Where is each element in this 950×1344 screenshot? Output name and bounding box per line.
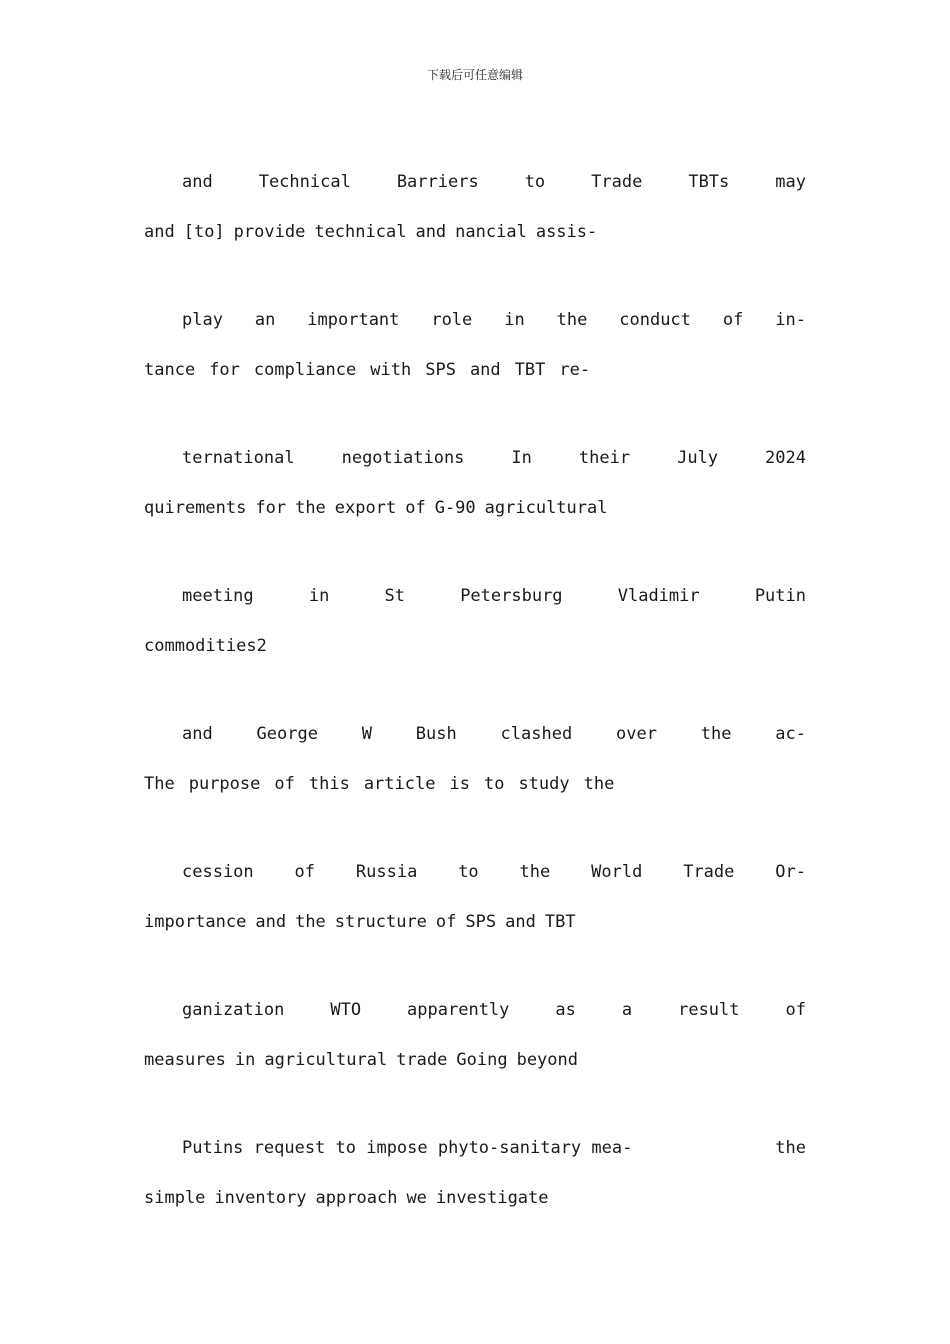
word: the [700,724,732,744]
word: beyond [516,1050,578,1070]
word: In [511,448,532,468]
text-line-indented [182,448,806,468]
word: Trade [683,862,735,882]
word: an [254,310,276,330]
word: purpose [188,774,261,794]
word: ganization [182,1000,285,1020]
word: World [591,862,643,882]
word: Putin [754,586,806,606]
word: assis- [535,222,598,242]
word: Going [456,1050,508,1070]
word: TBT [514,360,546,380]
word: W [361,724,372,744]
word: of [722,310,744,330]
word: July [677,448,719,468]
word: Technical [258,172,351,192]
word: and [182,724,213,744]
word: important [307,310,400,330]
word: Petersburg [460,586,563,606]
word: Bush [415,724,457,744]
word: simple [144,1188,206,1208]
word: their [578,448,631,468]
word: St [384,586,405,606]
word: The [144,774,175,794]
word: 2024 [765,448,806,468]
page-header-note: 下载后可任意编辑 [426,68,523,82]
word: structure [334,912,427,932]
word: the [556,310,588,330]
word: in- [775,310,806,330]
word: and [415,222,447,242]
text-line-indented [182,1138,806,1158]
word: of [785,1000,806,1020]
text-line [144,1188,549,1208]
word: ternational [182,448,295,468]
word: apparently [407,1000,510,1020]
word: and [255,912,287,932]
word: agricultural [484,498,608,518]
word: meeting [182,586,254,606]
text-line [144,912,576,932]
word: the [519,862,551,882]
word: of [435,912,457,932]
text-line-indented [182,862,806,882]
word: re- [559,360,591,380]
word: of [405,498,426,518]
word: may [775,172,806,192]
word: with [370,360,412,380]
word: export [334,498,397,518]
word: technical [314,222,407,242]
text-line [144,360,590,380]
word: conduct [619,310,691,330]
word: to [458,862,479,882]
text-line-indented [182,172,806,192]
line-text: Putins request to impose phyto-sanitary mea- [182,1138,633,1158]
word: [to] [183,222,225,242]
word: this [308,774,350,794]
word: provide [233,222,306,242]
word: Russia [355,862,418,882]
text-line-indented [182,724,806,744]
word: cession [182,862,254,882]
text-line [144,1050,578,1070]
word: tance [144,360,196,380]
word: commodities2 [144,636,267,656]
word: and [144,222,175,242]
word: SPS [425,360,456,380]
text-line-indented [182,310,806,330]
word: for [255,498,287,518]
word: Trade [591,172,643,192]
word: the [295,912,326,932]
word: SPS [465,912,497,932]
word: Barriers [396,172,479,192]
word: play [182,310,223,330]
word: measures [144,1050,226,1070]
word: approach [315,1188,398,1208]
word: George [256,724,318,744]
text-line [144,774,614,794]
word: G-90 [434,498,476,518]
word: quirements [144,498,247,518]
word: of [274,774,295,794]
word: the [583,774,615,794]
word: TBTs [688,172,730,192]
word: article [363,774,436,794]
word: clashed [500,724,573,744]
word: the [295,498,326,518]
word: Vladimir [617,586,700,606]
word: TBT [544,912,576,932]
text-line-indented [182,1000,806,1020]
word: of [294,862,316,882]
word: agricultural [264,1050,388,1070]
word: WTO [330,1000,362,1020]
word: as [555,1000,576,1020]
word: a [621,1000,633,1020]
text-line [144,636,267,656]
word: over [615,724,657,744]
word: importance [144,912,247,932]
word: role [431,310,473,330]
line-tail-word: the [775,1138,806,1158]
word: study [518,774,570,794]
word: result [678,1000,740,1020]
word: and [505,912,536,932]
text-line [144,222,597,242]
text-line [144,498,607,518]
word: for [209,360,240,380]
word: in [308,586,330,606]
word: investigate [435,1188,549,1208]
text-line-indented [182,586,806,606]
word: Or- [775,862,806,882]
word: we [406,1188,427,1208]
word: in [504,310,525,330]
word: trade [396,1050,448,1070]
word: to [483,774,505,794]
word: compliance [253,360,357,380]
word: inventory [214,1188,307,1208]
word: ac- [775,724,806,744]
word: and [469,360,501,380]
word: in [234,1050,256,1070]
word: is [449,774,470,794]
word: to [524,172,546,192]
word: nancial [455,222,527,242]
word: negotiations [341,448,465,468]
word: and [182,172,213,192]
